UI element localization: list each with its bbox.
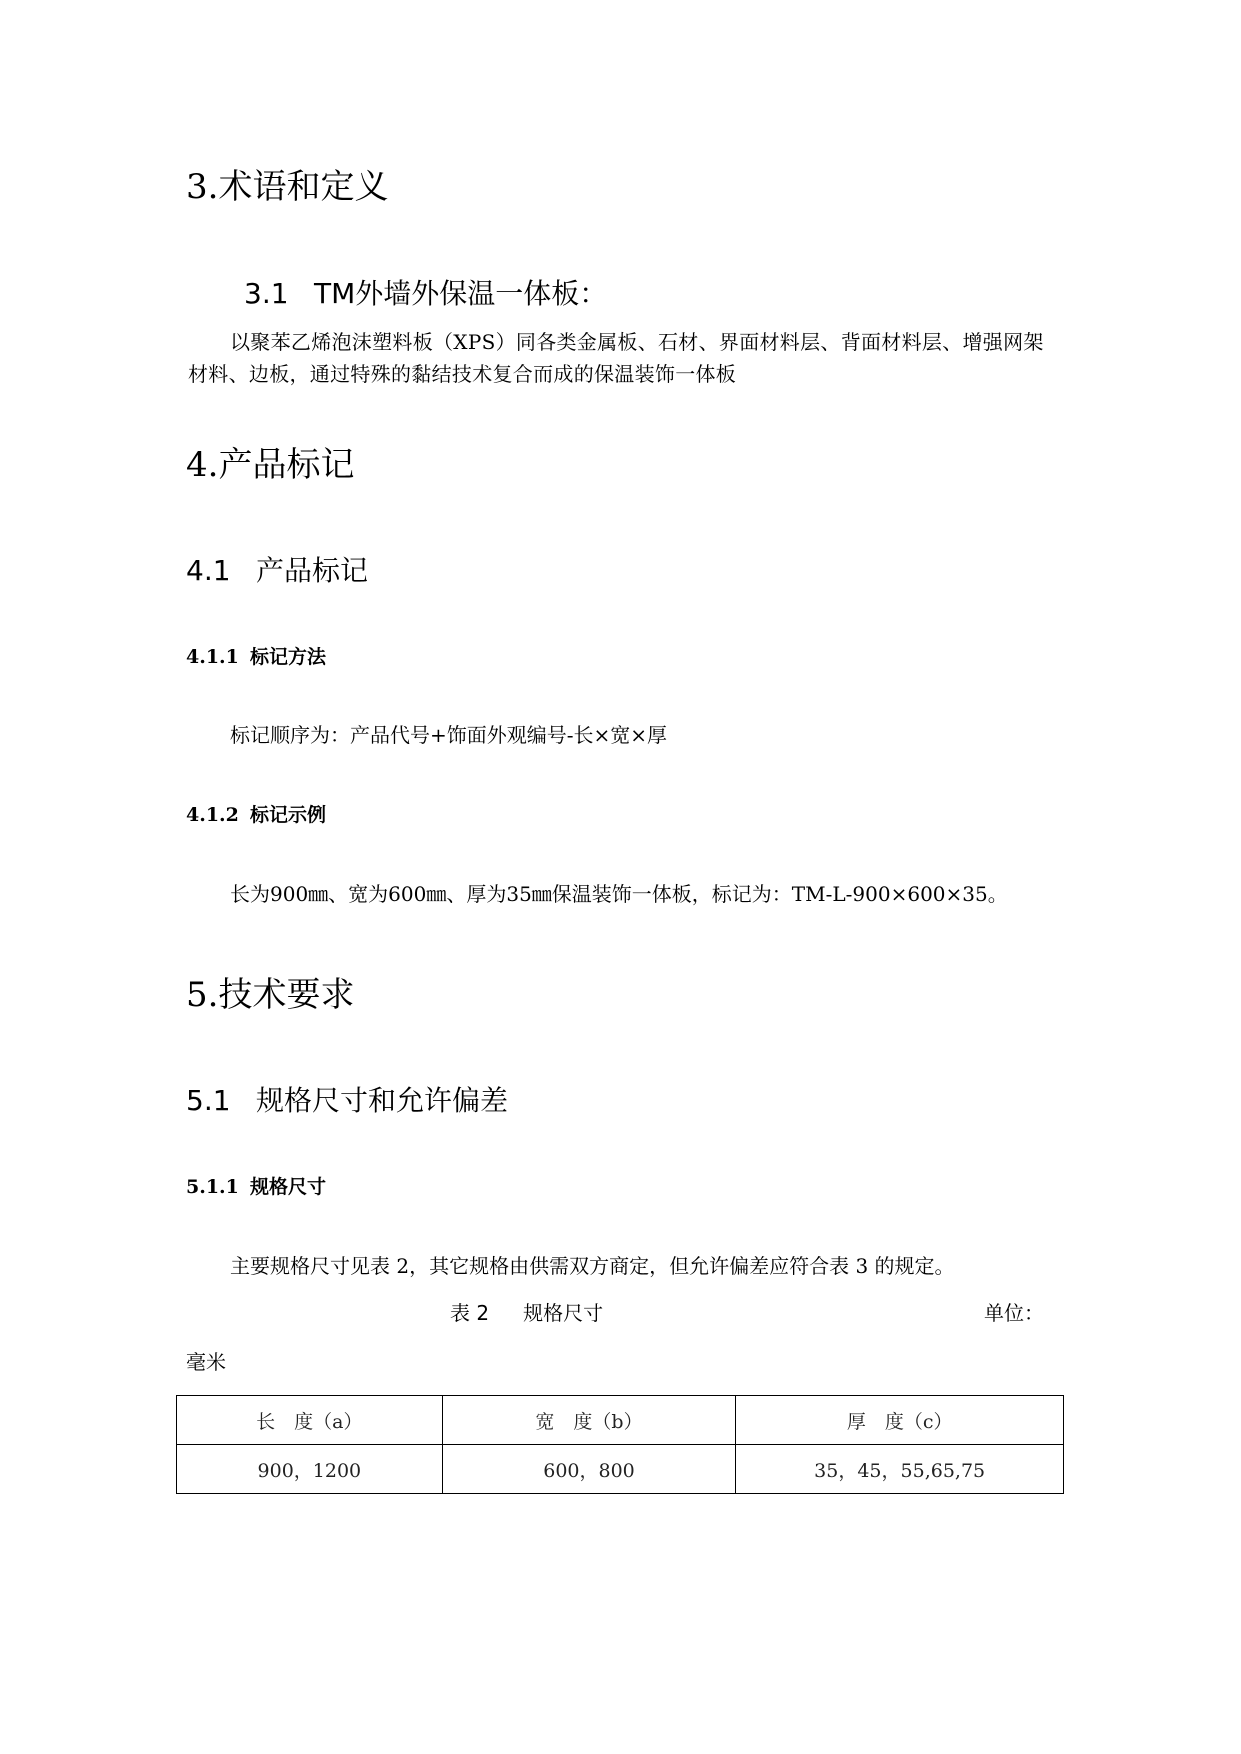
section-4-1-1-heading <box>186 648 326 667</box>
section-3-1-heading <box>244 277 608 310</box>
section-5-1-1-title: 规格尺寸 <box>250 1176 327 1198</box>
section-4-1-1-title: 标记方法 <box>250 646 327 668</box>
table-2-unit-value: 毫米 <box>186 1350 226 1374</box>
section-4-1-1-number: 4.1.1 <box>186 646 239 668</box>
section-4-1-2-number: 4.1.2 <box>186 804 239 826</box>
table-header-row <box>177 1396 1064 1445</box>
section-3-1-title: TM外墙外保温一体板： <box>314 277 608 310</box>
table-2-caption-title: 规格尺寸 <box>523 1301 604 1325</box>
table-cell: 900，1200 <box>177 1445 443 1494</box>
section-5-1-1-text: 主要规格尺寸见表 2，其它规格由供需双方商定，但允许偏差应符合表 3 的规定。 <box>230 1254 955 1278</box>
section-4-1-1-text: 标记顺序为：产品代号+饰面外观编号-长×宽×厚 <box>230 723 668 747</box>
table-2-caption-number: 表 2 <box>450 1301 490 1325</box>
section-5-heading: 5.技术要求 <box>186 975 355 1015</box>
section-4-1-2-title: 标记示例 <box>250 804 327 826</box>
table-cell: 35，45，55,65,75 <box>736 1445 1064 1494</box>
table-header-cell: 厚 度（c） <box>736 1396 1064 1445</box>
section-5-1-number: 5.1 <box>186 1084 231 1117</box>
section-4-1-2-heading <box>186 806 326 825</box>
section-3-1-number: 3.1 <box>244 277 289 310</box>
table-header-cell: 长 度（a） <box>177 1396 443 1445</box>
section-5-1-1-heading <box>186 1178 326 1197</box>
section-3-1-paragraph: 以聚苯乙烯泡沫塑料板（XPS）同各类金属板、石材、界面材料层、背面材料层、增强网架材料、边板，通过特殊的黏结技术复合而成的保温装饰一体板 <box>188 330 1044 386</box>
table-2-unit-label: 单位： <box>984 1301 1044 1325</box>
section-4-1-heading <box>186 554 369 587</box>
table-cell: 600，800 <box>442 1445 736 1494</box>
table-2-caption <box>450 1303 603 1323</box>
section-5-1-1-number: 5.1.1 <box>186 1176 239 1198</box>
section-4-1-number: 4.1 <box>186 554 231 587</box>
section-5-1-title: 规格尺寸和允许偏差 <box>256 1084 509 1117</box>
table-row <box>177 1445 1064 1494</box>
section-4-heading: 4.产品标记 <box>186 445 355 485</box>
section-4-1-2-text: 长为900㎜、宽为600㎜、厚为35㎜保温装饰一体板，标记为：TM-L-900×600×35。 <box>230 882 1008 906</box>
table-header-cell: 宽 度（b） <box>442 1396 736 1445</box>
spec-table <box>176 1395 1064 1494</box>
section-5-1-heading <box>186 1084 509 1117</box>
section-4-1-title: 产品标记 <box>256 554 369 587</box>
section-3-heading: 3.术语和定义 <box>186 167 389 207</box>
